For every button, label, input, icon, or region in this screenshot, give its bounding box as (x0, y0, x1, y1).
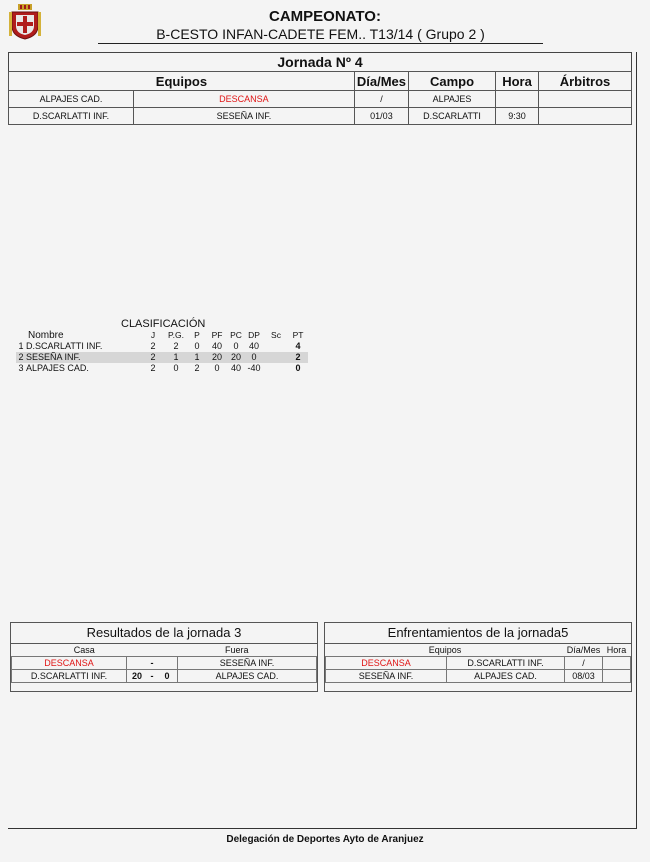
col-hora: Hora (606, 645, 627, 655)
col-dp: DP (248, 330, 260, 340)
score-separator: - (147, 657, 157, 670)
match-date: 01/03 (354, 108, 408, 125)
matches-table (8, 71, 632, 125)
home-team: DESCANSA (12, 657, 127, 670)
table-row (12, 657, 317, 670)
standings-title: CLASIFICACIÓN (121, 318, 206, 330)
match-field: ALPAJES (409, 91, 496, 108)
match-date: 08/03 (565, 670, 603, 683)
won: 0 (173, 363, 179, 373)
away-team: D.SCARLATTI INF. (447, 657, 565, 670)
team-name: ALPAJES CAD. (26, 363, 89, 373)
match-date: / (565, 657, 603, 670)
col-equipos: Equipos (428, 645, 462, 655)
table-row (9, 91, 632, 108)
home-score: 20 (127, 670, 148, 683)
table-row (326, 657, 631, 670)
next-round-panel (324, 622, 632, 692)
col-p: P (194, 330, 200, 340)
championship-label: CAMPEONATO: (269, 8, 381, 25)
col-equipos: Equipos (9, 72, 355, 91)
points-for: 0 (214, 363, 220, 373)
score-separator: - (147, 670, 157, 683)
away-team: SESEÑA INF. (178, 657, 317, 670)
col-campo: Campo (409, 72, 496, 91)
away-score: 0 (157, 670, 178, 683)
match-time (603, 670, 631, 683)
col-nombre: Nombre (28, 330, 64, 341)
sanctions (264, 363, 288, 374)
away-score (157, 657, 178, 670)
point-diff: 40 (248, 341, 259, 351)
col-pc: PC (230, 330, 242, 340)
round-title: Jornada Nº 4 (8, 52, 632, 72)
played: 2 (142, 352, 164, 363)
match-time: 9:30 (496, 108, 539, 125)
matches-header-row (9, 72, 632, 91)
col-dia-mes: Día/Mes (354, 72, 408, 91)
home-team: SESEÑA INF. (326, 670, 447, 683)
table-row (326, 670, 631, 683)
won: 2 (173, 341, 179, 351)
home-team: ALPAJES CAD. (9, 91, 134, 108)
standings-row (16, 341, 308, 352)
away-team: ALPAJES CAD. (178, 670, 317, 683)
away-team: SESEÑA INF. (134, 108, 355, 125)
position: 3 (18, 363, 24, 373)
lost: 2 (194, 363, 200, 373)
home-team: D.SCARLATTI INF. (9, 108, 134, 125)
col-pt: PT (292, 330, 304, 340)
standings-row (16, 363, 308, 374)
sanctions (264, 341, 288, 352)
col-pf: PF (211, 330, 223, 340)
table-row (9, 108, 632, 125)
won: 1 (164, 352, 188, 363)
standings-table (16, 330, 308, 374)
standings-header-row (16, 330, 308, 341)
away-team: ALPAJES CAD. (447, 670, 565, 683)
results-panel (10, 622, 318, 692)
home-team: D.SCARLATTI INF. (12, 670, 127, 683)
total-points: 2 (288, 352, 308, 363)
results-title: Resultados de la jornada 3 (11, 623, 317, 644)
col-fuera: Fuera (224, 645, 249, 655)
standings-row (16, 352, 308, 363)
played: 2 (150, 341, 156, 351)
points-against: 20 (228, 352, 244, 363)
lost: 0 (194, 341, 200, 351)
col-arbitros: Árbitros (539, 72, 632, 91)
team-name: D.SCARLATTI INF. (26, 341, 103, 351)
col-dia-mes: Día/Mes (566, 645, 601, 655)
col-pg: P.G. (168, 330, 184, 340)
total-points: 4 (295, 341, 301, 351)
table-row (12, 670, 317, 683)
col-casa: Casa (73, 645, 95, 655)
footer-text: Delegación de Deportes Ayto de Aranjuez (226, 834, 424, 845)
points-for: 40 (211, 341, 222, 351)
point-diff: 0 (244, 352, 264, 363)
played: 2 (150, 363, 156, 373)
col-hora: Hora (496, 72, 539, 91)
points-against: 0 (233, 341, 239, 351)
next-round-header-row (326, 644, 631, 657)
next-round-table (325, 644, 631, 683)
col-j: J (150, 330, 156, 340)
point-diff: -40 (247, 363, 261, 373)
col-sc: Sc (271, 330, 281, 340)
match-time (603, 657, 631, 670)
points-against: 40 (230, 363, 241, 373)
team-name: SESEÑA INF. (26, 352, 142, 363)
position: 1 (18, 341, 24, 351)
match-time (496, 91, 539, 108)
away-team: DESCANSA (134, 91, 355, 108)
match-field: D.SCARLATTI (409, 108, 496, 125)
lost: 1 (188, 352, 206, 363)
match-date: / (354, 91, 408, 108)
sanctions (264, 352, 288, 363)
match-referees (539, 91, 632, 108)
match-referees (539, 108, 632, 125)
competition-title: B-CESTO INFAN-CADETE FEM.. T13/14 ( Grupo 2 ) (98, 26, 543, 44)
page-frame (8, 52, 637, 829)
total-points: 0 (295, 363, 301, 373)
home-team: DESCANSA (326, 657, 447, 670)
results-header-row (12, 644, 317, 657)
next-round-title: Enfrentamientos de la jornada5 (325, 623, 631, 644)
results-table (11, 644, 317, 683)
home-score (127, 657, 148, 670)
points-for: 20 (206, 352, 228, 363)
position: 2 (16, 352, 26, 363)
